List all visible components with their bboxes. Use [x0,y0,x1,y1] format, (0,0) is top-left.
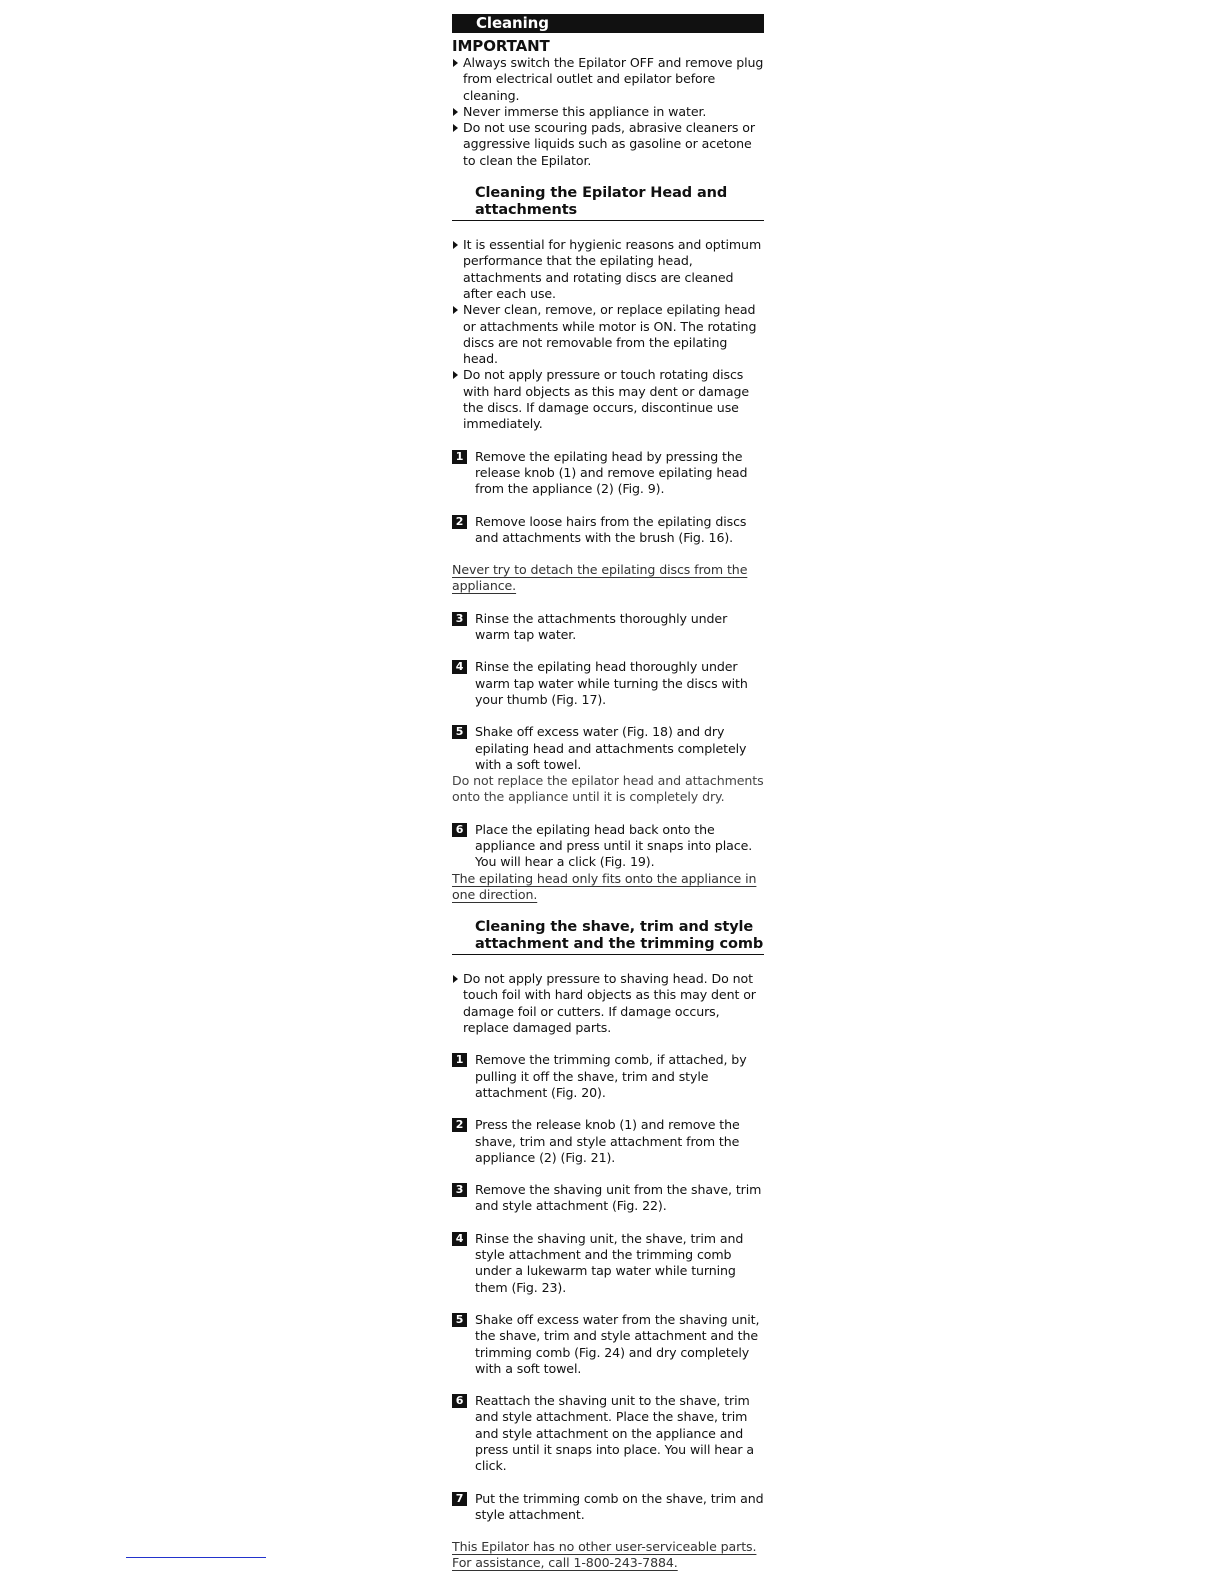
step-text: Shake off excess water from the shaving unit, the shave, trim and style attachment and the trimming comb (Fig. 24) and dry completely with a soft towel. [475,1311,760,1376]
shave-bullet: Do not apply pressure to shaving head. Do not touch foil with hard objects as this may dent or damage foil or cutters. If damage occurs, replace damaged parts. [452,971,764,1036]
footnote-separator [126,1557,266,1558]
step-number-badge: 3 [452,1183,467,1197]
shave-step [452,1393,764,1474]
step-text: Remove the shaving unit from the shave, trim and style attachment (Fig. 22). [475,1182,762,1214]
important-bullet: Never immerse this appliance in water. [452,104,764,120]
step-number-badge: 3 [452,612,467,626]
head-step [452,514,764,547]
head-bullet: Never clean, remove, or replace epilating head or attachments while motor is ON. The rotating discs are not removable from the epilating head. [452,302,764,367]
step-number-badge: 5 [452,725,467,739]
head-step [452,822,764,871]
head-bullet: It is essential for hygienic reasons and optimum performance that the epilating head, attachments and rotating discs are cleaned after each use. [452,237,764,302]
step-number-badge: 6 [452,1394,467,1408]
step-text: Remove the epilating head by pressing the release knob (1) and remove epilating head from the appliance (2) (Fig. 9). [475,448,748,497]
shave-step [452,1312,764,1377]
head-bullet: Do not apply pressure or touch rotating discs with hard objects as this may dent or damage the discs. If damage occurs, discontinue use immediately. [452,367,764,432]
shave-step [452,1182,764,1215]
shave-step [452,1231,764,1296]
step-text: Remove the trimming comb, if attached, by pulling it off the shave, trim and style attachment (Fig. 20). [475,1052,747,1100]
note-one-direction: The epilating head only fits onto the appliance in one direction. [452,870,757,902]
step-number-badge: 1 [452,450,467,464]
step-text: Rinse the attachments thoroughly under warm tap water. [475,610,728,643]
note-detach-discs: Never try to detach the epilating discs from the appliance. [452,562,748,594]
note-assistance: This Epilator has no other user-serviceable parts. For assistance, call 1-800-243-7884. [452,1539,757,1571]
head-step [452,659,764,708]
shave-step [452,1117,764,1166]
step-text: Put the trimming comb on the shave, trim and style attachment. [475,1490,764,1522]
step-number-badge: 6 [452,823,467,837]
shave-step [452,1491,764,1524]
head-step [452,724,764,773]
step-number-badge: 5 [452,1313,467,1327]
step-number-badge: 1 [452,1053,467,1067]
important-heading: IMPORTANT [452,37,550,55]
subheading-shave-trim: Cleaning the shave, trim and style attachment and the trimming comb [452,919,764,955]
step-number-badge: 2 [452,515,467,529]
step-text: Remove loose hairs from the epilating discs and attachments with the brush (Fig. 16). [475,513,747,545]
important-bullet: Always switch the Epilator OFF and remove plug from electrical outlet and epilator before cleaning. [452,55,764,104]
section-title-bar: Cleaning [452,14,764,33]
cleaning-instructions-column [452,14,764,1572]
step-text: Shake off excess water (Fig. 18) and dry epilating head and attachments completely with a soft towel. [475,724,747,772]
shave-step [452,1052,764,1101]
subheading-epilator-head: Cleaning the Epilator Head and attachments [452,185,764,221]
step-number-badge: 7 [452,1492,467,1506]
important-bullet: Do not use scouring pads, abrasive cleaners or aggressive liquids such as gasoline or acetone to clean the Epilator. [452,120,764,169]
step-number-badge: 2 [452,1118,467,1132]
step-number-badge: 4 [452,1232,467,1246]
step-text: Rinse the shaving unit, the shave, trim and style attachment and the trimming comb under a lukewarm tap water while turning them (Fig. 23). [475,1230,744,1295]
step-number-badge: 4 [452,660,467,674]
step-text: Rinse the epilating head thoroughly under warm tap water while turning the discs with your thumb (Fig. 17). [475,659,748,707]
note-dry: Do not replace the epilator head and attachments onto the appliance until it is completely dry. [452,773,764,805]
step-text: Place the epilating head back onto the appliance and press until it snaps into place. You will hear a click (Fig. 19). [475,821,753,870]
head-step [452,611,764,644]
head-step [452,449,764,498]
step-text: Press the release knob (1) and remove the shave, trim and style attachment from the appliance (2) (Fig. 21). [475,1117,740,1165]
step-text: Reattach the shaving unit to the shave, trim and style attachment. Place the shave, trim and style attachment on the appliance and press until it snaps into place. You will hear a click. [475,1393,755,1474]
